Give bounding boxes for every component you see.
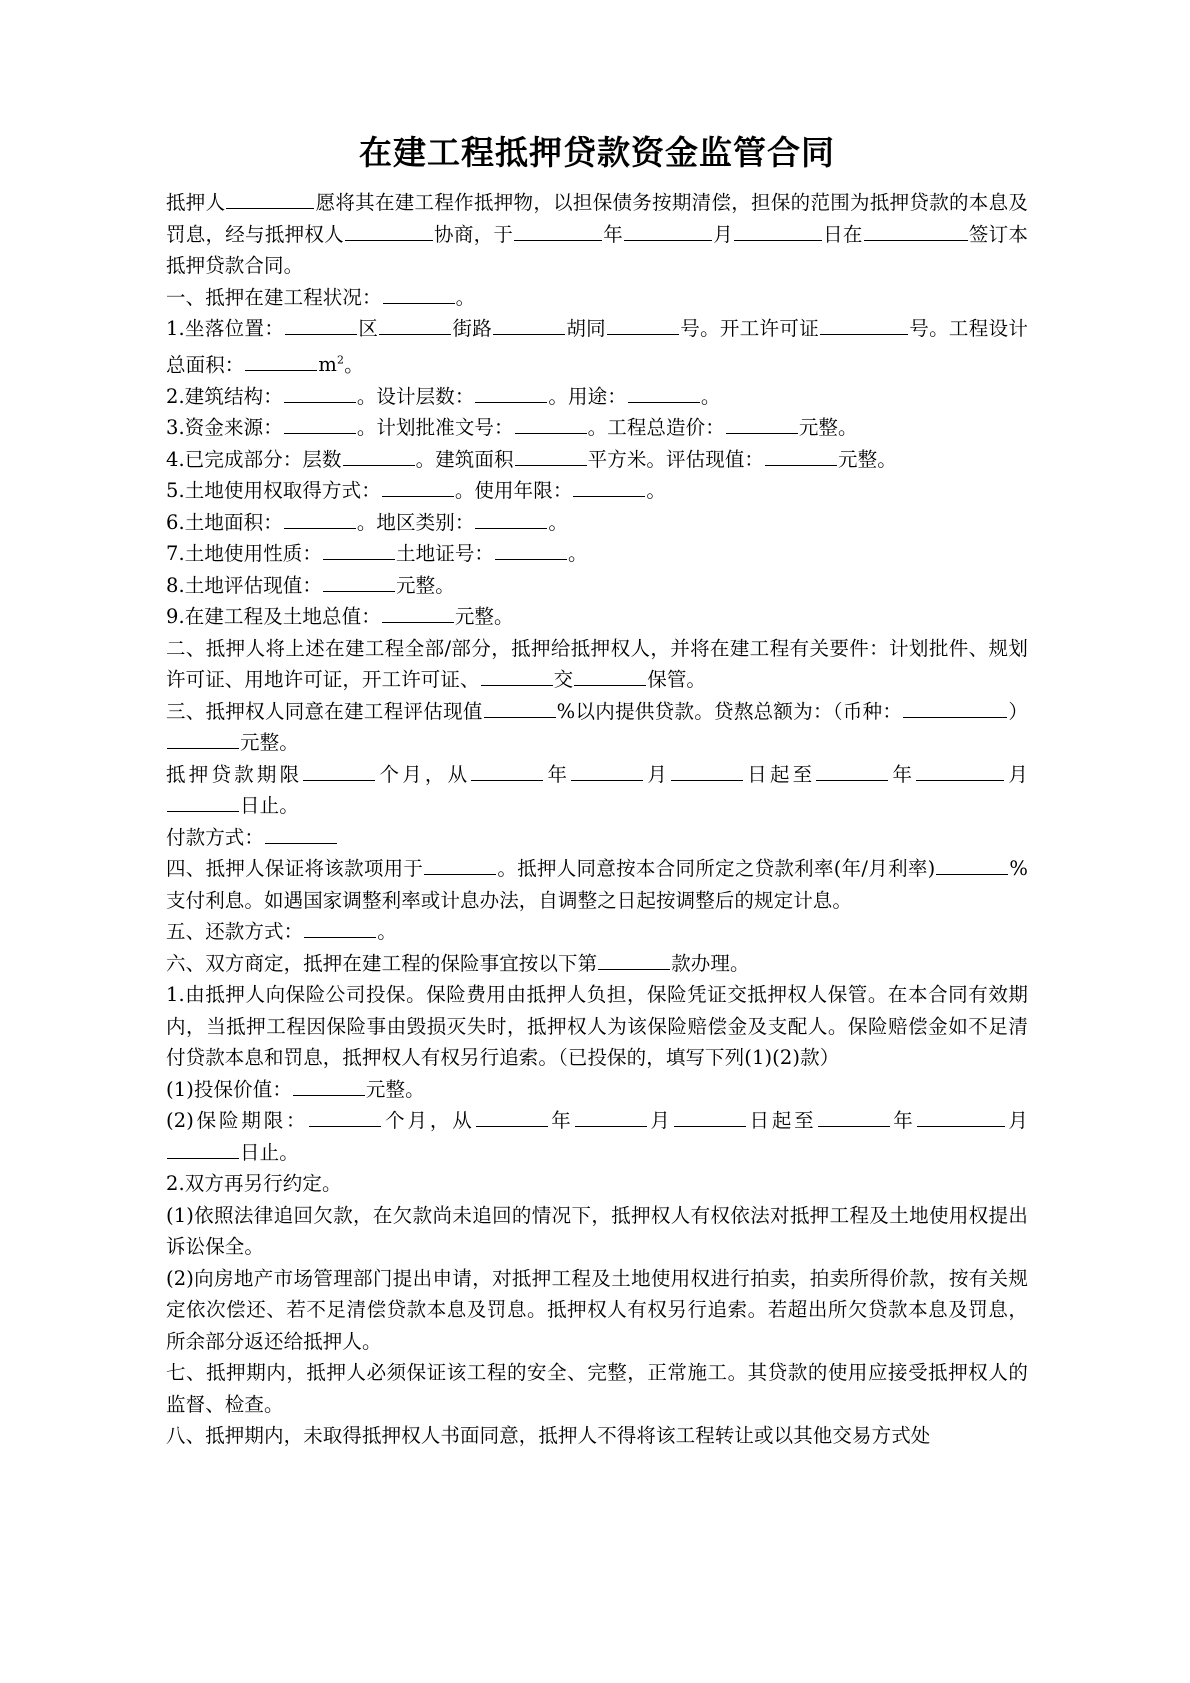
fill-blank-repayment-method[interactable] bbox=[304, 919, 376, 939]
s3-term-f: 年 bbox=[889, 762, 916, 786]
s1-5-c: 。 bbox=[646, 479, 667, 503]
fill-blank-currency[interactable] bbox=[903, 698, 1007, 718]
fill-blank-insured-value[interactable] bbox=[293, 1076, 365, 1096]
s1-6-c: 。 bbox=[548, 510, 569, 534]
section-4 bbox=[166, 853, 1028, 916]
s1-1-g: 。 bbox=[344, 353, 364, 377]
intro-text-g: 签订本抵押贷款合同。 bbox=[166, 222, 1028, 278]
s6-1-2-g: 月 bbox=[1005, 1109, 1028, 1133]
s5-b: 。 bbox=[377, 920, 397, 944]
s1-6-b: 。地区类别： bbox=[356, 510, 475, 534]
s1-3-c: 。工程总造价： bbox=[587, 416, 725, 440]
s2-a: 二、抵押人将上述在建工程全部/部分，抵押给抵押权人，并将在建工程有关要件：计划批件、规划许可证、用地许可证，开工许可证、 bbox=[166, 636, 1028, 692]
section-1-item-9 bbox=[166, 601, 1028, 633]
s3-term-b: 个月，从 bbox=[376, 762, 471, 786]
s1-4-a: 4.已完成部分：层数 bbox=[166, 447, 342, 471]
fill-blank-project-status[interactable] bbox=[383, 284, 455, 304]
s6-1-1-b: 元整。 bbox=[365, 1077, 425, 1101]
fill-blank-land-assessed-value[interactable] bbox=[323, 572, 395, 592]
section-1-item-3 bbox=[166, 412, 1028, 444]
unit-square-meter: $m^2$ bbox=[318, 353, 345, 377]
s3-term-d: 月 bbox=[644, 762, 671, 786]
intro-text-b: 愿将其在建工程作抵押物，以担保债务按期清偿，担保的范围为抵押贷款的本息及罚息，经与抵押权人 bbox=[166, 191, 1028, 246]
section-1-item-5 bbox=[166, 475, 1028, 507]
s1-5-a: 5.土地使用权取得方式： bbox=[166, 479, 381, 503]
fill-blank-insurance-start-day[interactable] bbox=[674, 1108, 746, 1128]
fill-blank-term-months[interactable] bbox=[303, 761, 375, 781]
fill-blank-sign-month[interactable] bbox=[624, 221, 712, 241]
section-6-item-1-sub-1 bbox=[166, 1074, 1028, 1106]
s3-term-e: 日起至 bbox=[744, 762, 816, 786]
fill-blank-loan-percent[interactable] bbox=[484, 698, 556, 718]
s1-2-c: 。用途： bbox=[548, 384, 627, 408]
fill-blank-insurance-end-day[interactable] bbox=[167, 1139, 239, 1159]
s1-1-a: 1.坐落位置： bbox=[166, 317, 285, 341]
s3-d: 元整。 bbox=[240, 731, 299, 755]
section-5 bbox=[166, 916, 1028, 948]
s2-c: 保管。 bbox=[647, 668, 707, 692]
fill-blank-design-area[interactable] bbox=[245, 352, 317, 372]
fill-blank-insurance-start-month[interactable] bbox=[575, 1108, 647, 1128]
fill-blank-construction-permit[interactable] bbox=[820, 316, 908, 336]
section-3-loan-term bbox=[166, 759, 1028, 822]
fill-blank-fund-source[interactable] bbox=[284, 415, 356, 435]
s1-9-b: 元整。 bbox=[454, 605, 514, 629]
s3-term-a: 抵押贷款期限 bbox=[166, 762, 303, 786]
s3-b: %以内提供贷款。贷熬总额为：（币种： bbox=[556, 699, 903, 723]
fill-blank-total-value[interactable] bbox=[382, 604, 454, 624]
fill-blank-land-cert-number[interactable] bbox=[495, 541, 567, 561]
intro-text-a: 抵押人 bbox=[166, 191, 226, 215]
s1-1-d: 胡同 bbox=[566, 317, 607, 341]
fill-blank-interest-rate[interactable] bbox=[936, 856, 1008, 876]
fill-blank-payment-method[interactable] bbox=[265, 824, 337, 844]
s1-2-a: 2.建筑结构： bbox=[166, 384, 283, 408]
section-1-item-2 bbox=[166, 381, 1028, 413]
fill-blank-approval-number[interactable] bbox=[515, 415, 587, 435]
fill-blank-deliver-from[interactable] bbox=[481, 667, 553, 687]
s1-head-b: 。 bbox=[455, 285, 476, 309]
page-title: 在建工程抵押贷款资金监管合同 bbox=[359, 133, 835, 172]
fill-blank-total-cost[interactable] bbox=[726, 415, 798, 435]
s1-8-a: 8.土地评估现值： bbox=[166, 573, 323, 597]
s1-head-a: 一、抵押在建工程状况： bbox=[166, 285, 382, 309]
paragraph-intro bbox=[166, 187, 1028, 282]
intro-text-d: 年 bbox=[603, 222, 624, 246]
section-6-item-1-sub-2 bbox=[166, 1105, 1028, 1168]
s4-b: 。抵押人同意按本合同所定之贷款利率(年/月利率) bbox=[497, 857, 936, 881]
s1-6-a: 6.土地面积： bbox=[166, 510, 283, 534]
s1-4-b: 。建筑面积 bbox=[415, 447, 514, 471]
s6-1-2-d: 月 bbox=[647, 1109, 673, 1133]
fill-blank-term-start-day[interactable] bbox=[671, 761, 743, 781]
section-6-item-2-sub-2: (2)向房地产市场管理部门提出申请，对抵押工程及土地使用权进行拍卖，拍卖所得价款，按有关规定依次偿还、若不足清偿贷款本息及罚息。抵押权人有权另行追索。若超出所欠贷款本息及罚息，所余部分返还给抵押人。 bbox=[166, 1266, 1028, 1353]
s3-term-c: 年 bbox=[544, 762, 571, 786]
s2-b: 交 bbox=[553, 668, 574, 692]
s1-1-b: 区 bbox=[358, 317, 379, 341]
s1-3-a: 3.资金来源： bbox=[166, 416, 283, 440]
fill-blank-land-nature[interactable] bbox=[323, 541, 395, 561]
s1-2-b: 。设计层数： bbox=[356, 384, 475, 408]
s6-1-1-a: (1)投保价值： bbox=[166, 1077, 292, 1101]
document-body bbox=[166, 132, 1028, 1452]
fill-blank-land-right-method[interactable] bbox=[382, 478, 454, 498]
section-7: 七、抵押期内，抵押人必须保证该工程的安全、完整，正常施工。其贷款的使用应接受抵押权人的监督、检查。 bbox=[166, 1361, 1028, 1416]
s6-1-2-e: 日起至 bbox=[746, 1109, 817, 1133]
s1-4-d: 元整。 bbox=[838, 447, 897, 471]
section-1-heading bbox=[166, 282, 1028, 314]
s6-1-2-h: 日止。 bbox=[240, 1140, 299, 1164]
fill-blank-insurance-end-month[interactable] bbox=[917, 1108, 1005, 1128]
section-8: 八、抵押期内，未取得抵押权人书面同意，抵押人不得将该工程转让或以其他交易方式处 bbox=[166, 1424, 931, 1448]
s1-5-b: 。使用年限： bbox=[454, 479, 573, 503]
intro-text-c: 协商，于 bbox=[433, 222, 514, 246]
s1-1-f: 号。工程设计总面积： bbox=[166, 317, 1029, 377]
fill-blank-hutong[interactable] bbox=[493, 316, 565, 336]
section-6-item-2-sub-1: (1)依照法律追回欠款，在欠款尚未追回的情况下，抵押权人有权依法对抵押工程及土地使用权提出诉讼保全。 bbox=[166, 1203, 1028, 1259]
fill-blank-insurance-end-year[interactable] bbox=[818, 1108, 890, 1128]
fill-blank-sign-year[interactable] bbox=[514, 221, 602, 241]
s1-1-e: 号。开工许可证 bbox=[680, 317, 820, 341]
s1-7-a: 7.土地使用性质： bbox=[166, 542, 323, 566]
section-1-item-6 bbox=[166, 507, 1028, 539]
fill-blank-mortgagor-name[interactable] bbox=[226, 190, 314, 210]
s1-3-d: 元整。 bbox=[798, 416, 858, 440]
fill-blank-district[interactable] bbox=[285, 316, 357, 336]
fill-blank-sign-place[interactable] bbox=[864, 221, 968, 241]
section-2 bbox=[166, 633, 1028, 696]
s5-a: 五、还款方式： bbox=[166, 920, 304, 944]
s1-4-c: 平方米。评估现值： bbox=[587, 447, 765, 471]
fill-blank-completed-area[interactable] bbox=[515, 446, 587, 466]
fill-blank-deliver-to[interactable] bbox=[574, 667, 646, 687]
section-1-item-4 bbox=[166, 444, 1028, 476]
fill-blank-term-end-month[interactable] bbox=[916, 761, 1004, 781]
s6-b: 款办理。 bbox=[671, 951, 750, 975]
fill-blank-assessed-value[interactable] bbox=[765, 446, 837, 466]
fill-blank-term-start-year[interactable] bbox=[471, 761, 543, 781]
s6-1-2-f: 年 bbox=[890, 1109, 916, 1133]
fill-blank-region-type[interactable] bbox=[475, 509, 547, 529]
fill-blank-insurance-start-year[interactable] bbox=[476, 1108, 548, 1128]
fill-blank-insurance-clause-number[interactable] bbox=[598, 950, 670, 970]
section-3-payment-method bbox=[166, 822, 1028, 854]
fill-blank-mortgagee-name[interactable] bbox=[345, 221, 433, 241]
s4-c: %支付利息。如遇国家调整利率或计息办法，自调整之日起按调整后的规定计息。 bbox=[166, 857, 1028, 912]
section-1-item-8 bbox=[166, 570, 1028, 602]
s6-1-2-a: (2)保险期限： bbox=[166, 1109, 309, 1133]
fill-blank-insurance-months[interactable] bbox=[309, 1108, 381, 1128]
section-6-item-2: 2.双方再另行约定。 bbox=[166, 1172, 342, 1196]
intro-text-e: 月 bbox=[713, 222, 733, 246]
s3-term-g: 月 bbox=[1005, 762, 1029, 786]
s1-2-d: 。 bbox=[700, 384, 721, 408]
section-6 bbox=[166, 948, 1028, 980]
fill-blank-house-number[interactable] bbox=[607, 316, 679, 336]
section-6-item-1: 1.由抵押人向保险公司投保。保险费用由抵押人负担，保险凭证交抵押权人保管。在本合同有效期内，当抵押工程因保险事由毁损灭失时，抵押权人为该保险赔偿金及支配人。保险赔偿金如不足清付贷款本息和罚息，抵押权人有权另行追索。（已投保的，填写下列(1)(2)款） bbox=[166, 983, 1028, 1070]
s1-1-c: 街路 bbox=[452, 317, 493, 341]
intro-text-f: 日在 bbox=[823, 222, 863, 246]
fill-blank-completed-floors[interactable] bbox=[343, 446, 415, 466]
s4-a: 四、抵押人保证将该款项用于 bbox=[166, 857, 424, 881]
fill-blank-term-start-month[interactable] bbox=[571, 761, 643, 781]
s6-a: 六、双方商定，抵押在建工程的保险事宜按以下第 bbox=[166, 951, 598, 975]
s3-term-h: 日止。 bbox=[240, 794, 299, 818]
fill-blank-term-end-year[interactable] bbox=[816, 761, 888, 781]
s6-1-2-c: 年 bbox=[548, 1109, 574, 1133]
section-1-item-7 bbox=[166, 538, 1028, 570]
fill-blank-term-end-day[interactable] bbox=[167, 793, 239, 813]
fill-blank-street[interactable] bbox=[379, 316, 451, 336]
s3-pay-a: 付款方式： bbox=[166, 825, 265, 849]
s3-c: ） bbox=[1008, 699, 1028, 723]
fill-blank-loan-purpose[interactable] bbox=[424, 856, 496, 876]
s1-3-b: 。计划批准文号： bbox=[356, 416, 514, 440]
s6-1-2-b: 个月，从 bbox=[382, 1109, 475, 1133]
fill-blank-land-years[interactable] bbox=[573, 478, 645, 498]
section-3 bbox=[166, 696, 1028, 759]
s1-7-c: 。 bbox=[568, 542, 588, 566]
fill-blank-loan-amount[interactable] bbox=[167, 730, 239, 750]
section-1-item-1 bbox=[166, 313, 1028, 381]
s1-7-b: 土地证号： bbox=[396, 542, 495, 566]
fill-blank-usage[interactable] bbox=[628, 383, 700, 403]
fill-blank-design-floors[interactable] bbox=[475, 383, 547, 403]
s1-8-b: 元整。 bbox=[396, 573, 455, 597]
s1-9-a: 9.在建工程及土地总值： bbox=[166, 605, 381, 629]
fill-blank-sign-day[interactable] bbox=[734, 221, 822, 241]
fill-blank-land-area[interactable] bbox=[284, 509, 356, 529]
s3-a: 三、抵押权人同意在建工程评估现值 bbox=[166, 699, 483, 723]
fill-blank-structure[interactable] bbox=[284, 383, 356, 403]
